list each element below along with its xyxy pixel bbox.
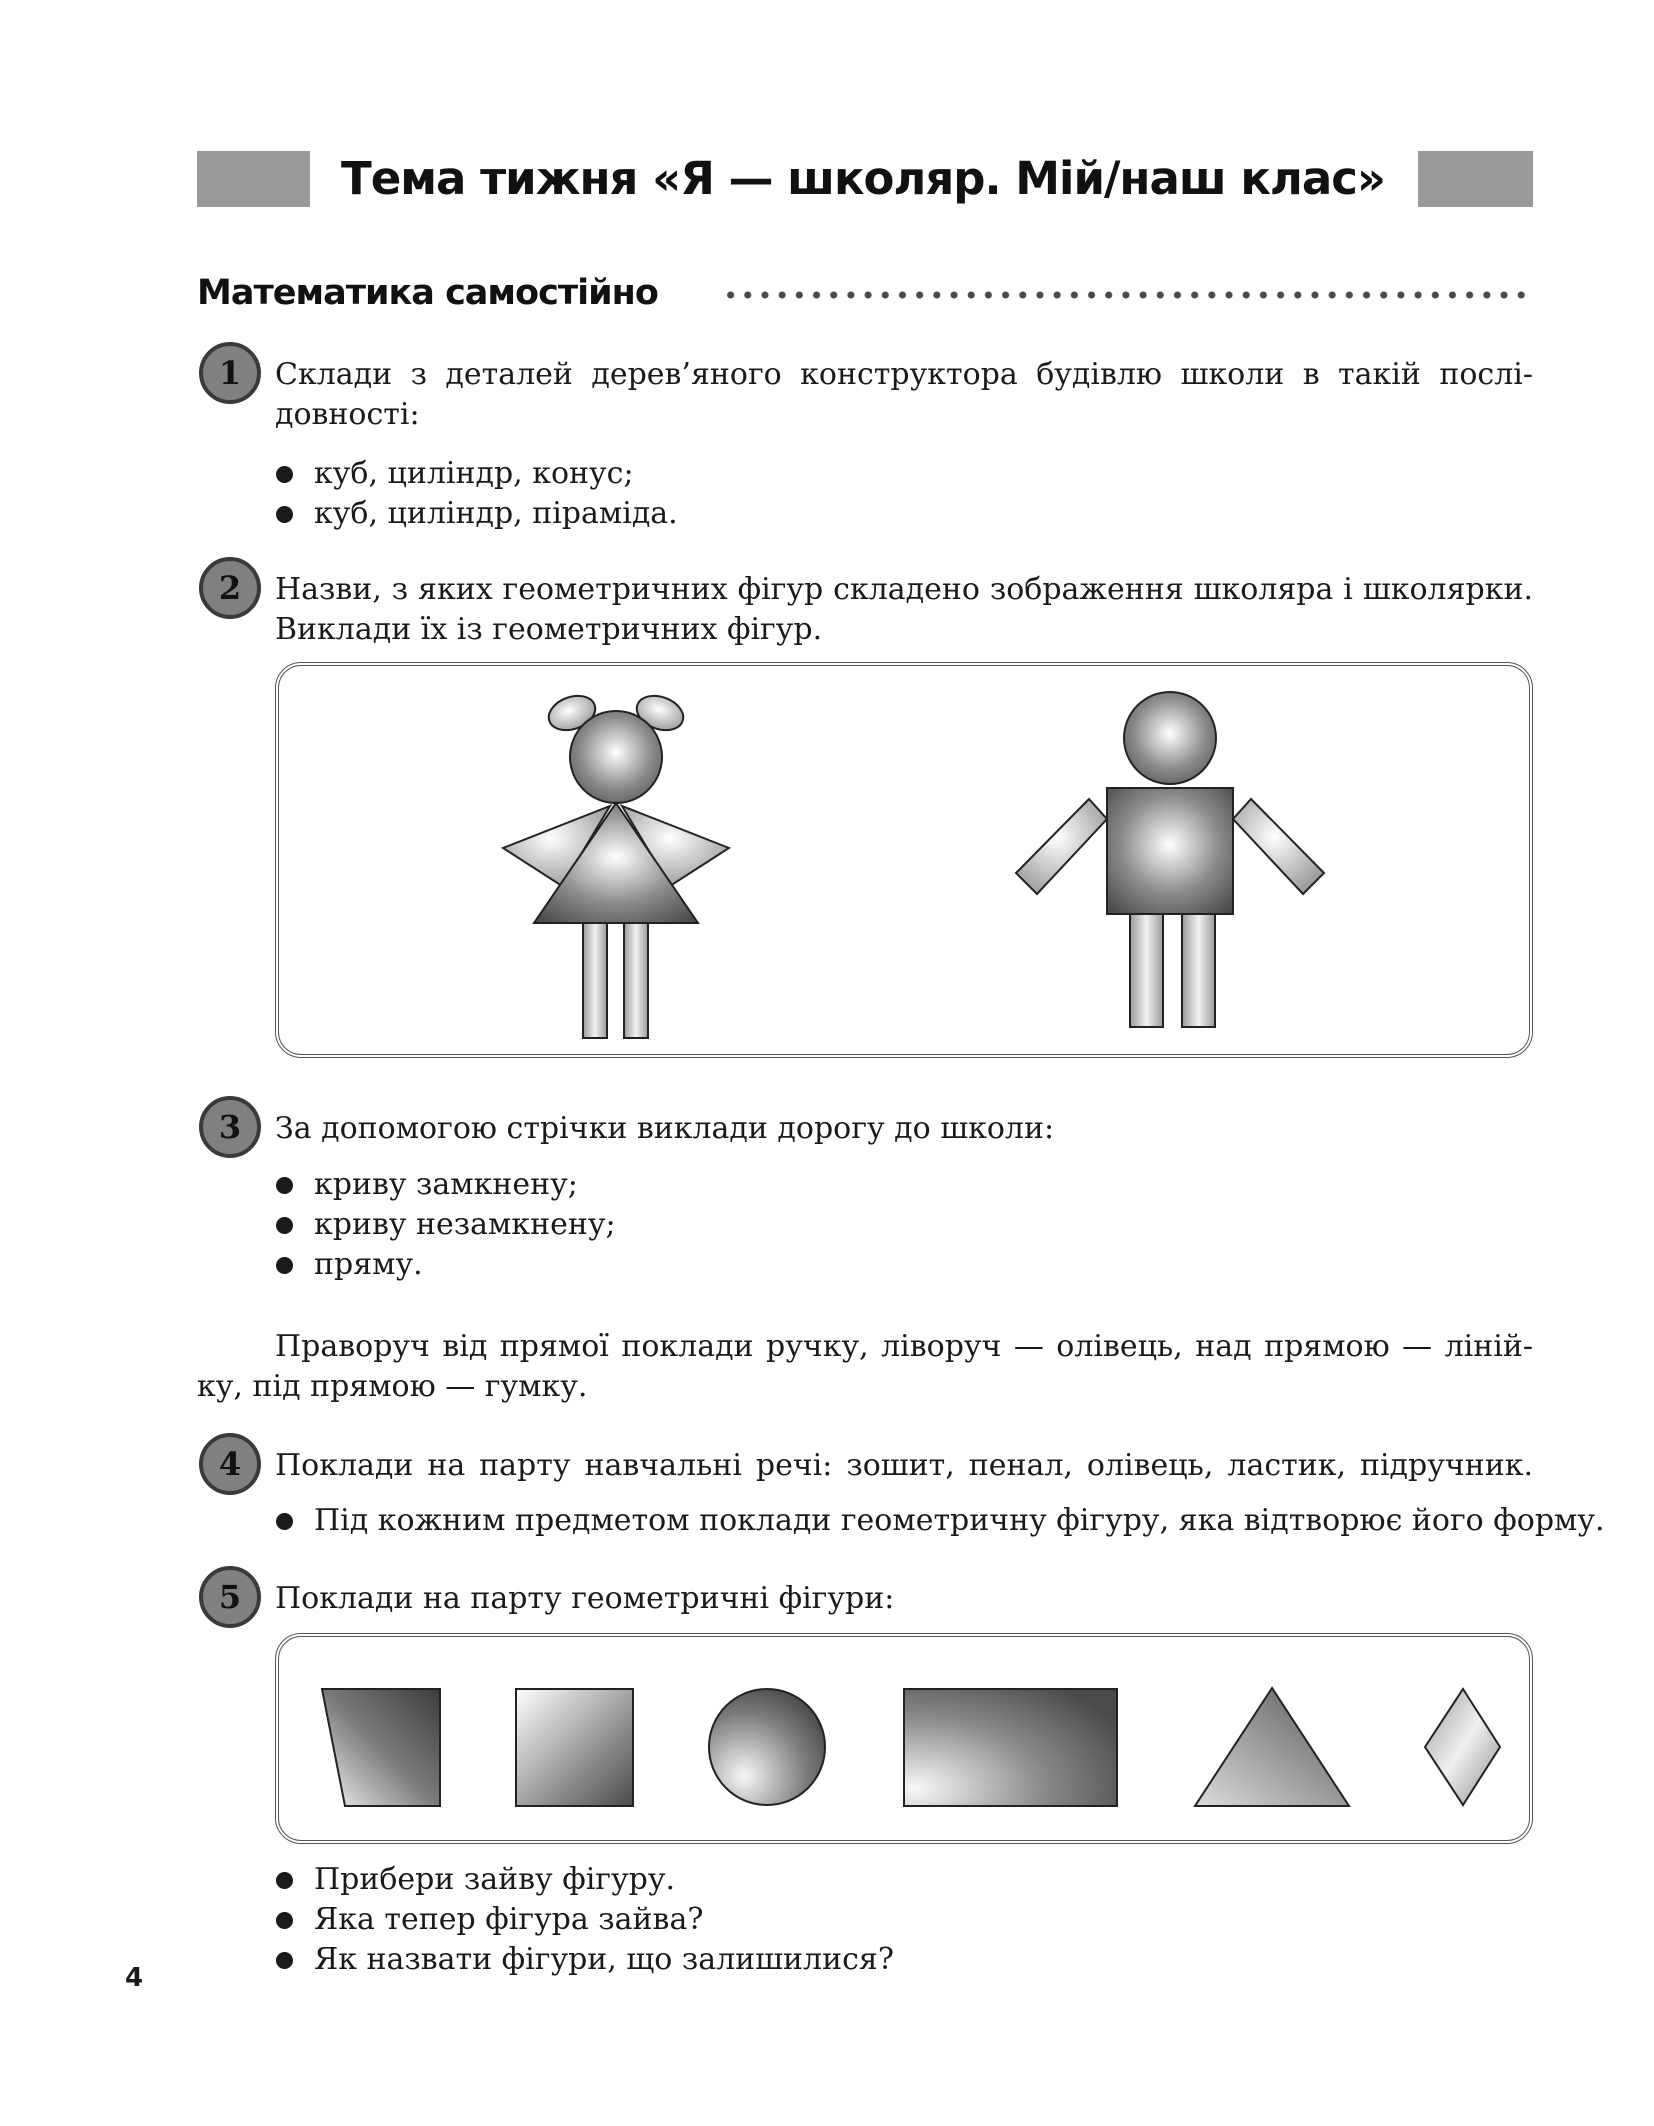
- task-4-bullet-1: Під кожним предметом поклади геометричну фігуру, яка відтворює його форму.: [314, 1503, 1605, 1538]
- task-1-bullet-1: куб, циліндр, конус;: [314, 456, 634, 491]
- task-4-line-1: Поклади на парту навчальні речі: зошит, пенал, олівець, ластик, підручник.: [275, 1448, 1533, 1483]
- task-2-line-2: Виклади їх із геометричних фігур.: [275, 612, 823, 647]
- task-5-bullet-2: Яка тепер фігура зайва?: [314, 1902, 704, 1937]
- bullet-dot: [276, 1513, 293, 1530]
- task-1-bullet-2: куб, циліндр, піраміда.: [314, 496, 678, 531]
- task-3-extra-line-1: Праворуч від прямої поклади ручку, ліворуч — олівець, над прямою — ліній-: [275, 1329, 1533, 1364]
- task-2-line-1: Назви, з яких геометричних фігур складено зображення школяра і школярки.: [275, 572, 1533, 607]
- task-3-bullet-2: криву незамкнену;: [314, 1207, 616, 1242]
- triangle-shape: [1195, 1688, 1349, 1806]
- bullet-dot: [276, 1912, 293, 1929]
- girl-figure: [503, 690, 729, 1038]
- boy-figure: [1016, 692, 1324, 1027]
- task-number-4: 4: [199, 1433, 261, 1495]
- bullet-dot: [276, 1257, 293, 1274]
- task-3-bullet-3: пряму.: [314, 1247, 423, 1282]
- section-title: Математика самостійно: [197, 273, 658, 313]
- task-number-5: 5: [199, 1566, 261, 1628]
- circle-shape: [709, 1689, 825, 1805]
- task-5-bullet-1: Прибери зайву фігуру.: [314, 1862, 676, 1897]
- task-3-bullet-1: криву замкнену;: [314, 1167, 578, 1202]
- bullet-dot: [276, 1952, 293, 1969]
- task-3-line-1: За допомогою стрічки виклади дорогу до школи:: [275, 1111, 1055, 1146]
- trapezoid-shape: [322, 1689, 440, 1806]
- bullet-dot: [276, 1872, 293, 1889]
- geometric-shapes-row: [0, 1600, 1654, 1860]
- task-number-3: 3: [199, 1096, 261, 1158]
- bullet-dot: [276, 1217, 293, 1234]
- rhombus-shape: [1425, 1689, 1500, 1805]
- task-3-extra-line-2: ку, під прямою — гумку.: [197, 1369, 588, 1404]
- task-number-2: 2: [199, 557, 261, 619]
- task-1-line-2: довності:: [275, 397, 420, 432]
- task-number-1: 1: [199, 342, 261, 404]
- task-5-line-1: Поклади на парту геометричні фігури:: [275, 1581, 895, 1616]
- page-title: Тема тижня «Я — школяр. Мій/наш клас»: [341, 152, 1385, 205]
- task-1-line-1: Склади з деталей дерев’яного конструктора будівлю школи в такій послі-: [275, 357, 1533, 392]
- task-5-bullet-3: Як назвати фігури, що залишилися?: [314, 1942, 894, 1977]
- bullet-dot: [276, 1177, 293, 1194]
- square-shape: [516, 1689, 633, 1806]
- rectangle-shape: [904, 1689, 1117, 1806]
- page-number: 4: [125, 1963, 144, 1993]
